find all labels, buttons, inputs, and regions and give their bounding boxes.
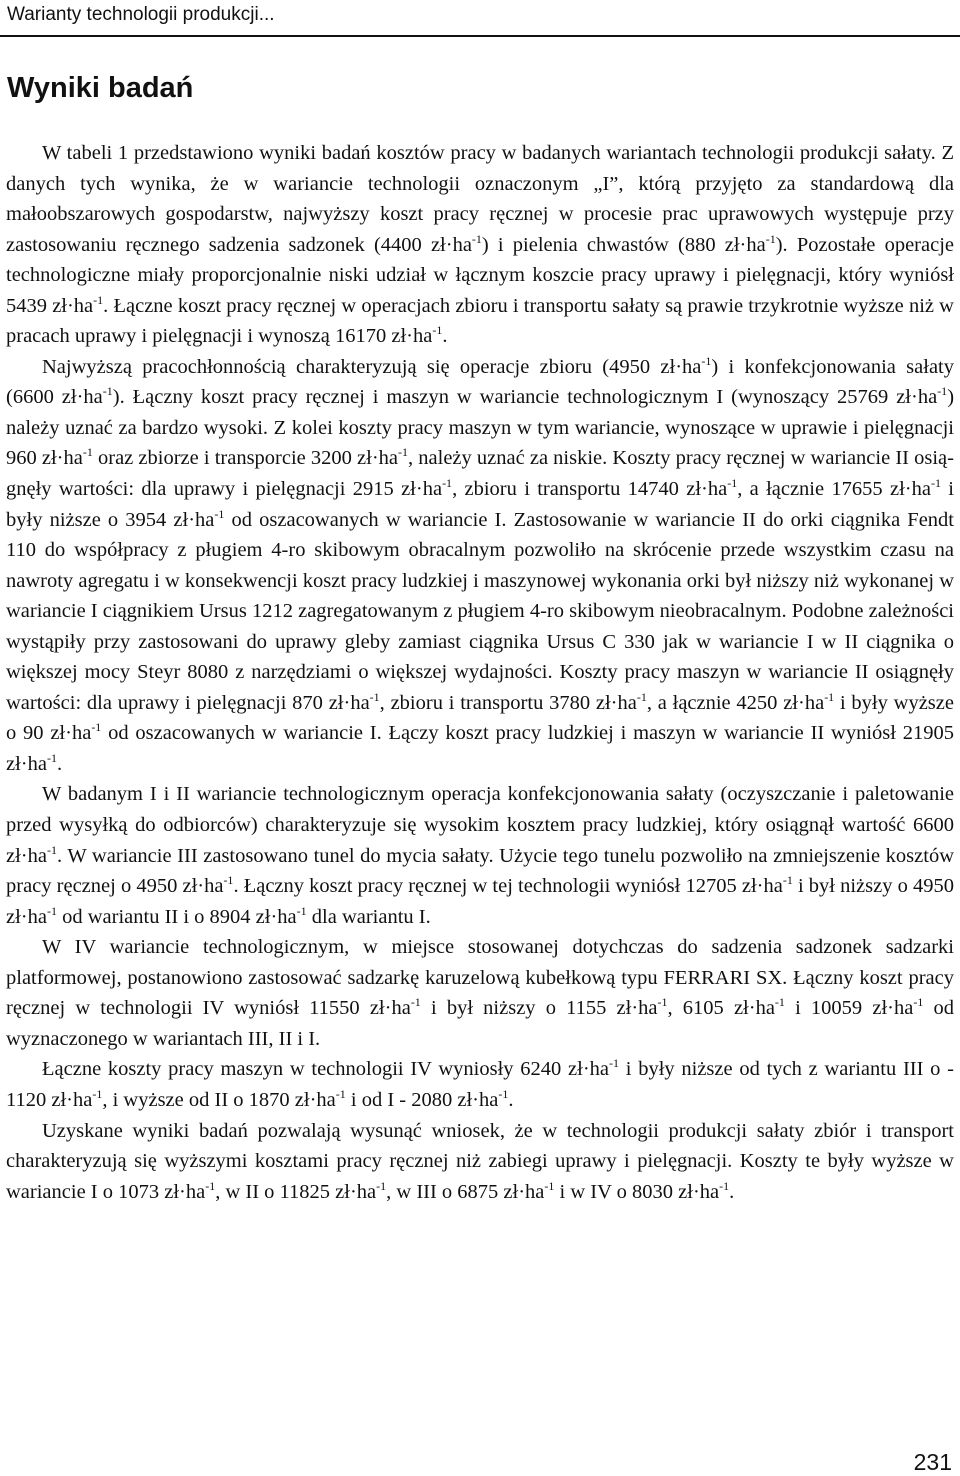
unit-exponent: -1 <box>765 231 776 246</box>
page-number: 231 <box>913 1449 952 1475</box>
unit-exponent: -1 <box>410 995 421 1010</box>
paragraph-2: Najwyższą pracochłonnością charakteryzują się operacje zbioru (4950 $zł\cdot ha^{-1}$) i konfekcjonowania sałaty (6600 $zł\cdot ha^{-1}$). Łączny koszt pracy ręcznej i maszyn w wariancie technologicznym I (wynoszący 25769 $zł\cdot ha^{-1}$) należy uznać za bardzo wysoki. Z kolei koszty pracy maszyn w tym wariancie, wynoszące w uprawie i pielęgnacji 960 $zł\cdot ha^{-1}$ oraz zbiorze i transporcie 3200 $zł\cdot ha^{-1}$, należy uznać za niskie. Koszty pracy ręcznej w wariancie II osiągnęły wartości: dla uprawy i pielęgnacji 2915 $zł\cdot ha^{-1}$, zbioru i transportu 14740 $zł\cdot ha^{-1}$, a łącznie 17655 $zł\cdot ha^{-1}$ i były niższe o 3954 $zł\cdot ha^{-1}$ od oszacowanych w wariancie I. Zastosowanie w wariancie II do orki ciągnika Fendt 110 do współpracy z pługiem 4-ro skibowym obracalnym pozwoliło na skrócenie przede wszystkim czasu na nawroty agregatu i w konsekwencji koszt pracy ludzkiej i maszynowej wykonania orki był niższy niż wykonanej w wariancie I ciągnikiem Ursus 1212 zagregatowanym z pługiem 4-ro skibowym nieobracalnym. Podobne zależności wystąpiły przy zastosowani do uprawy gleby zamiast ciągnika Ursus C 330 jak w wariancie I w II ciągnika o większej mocy Steyr 8080 z narzędziami o większej wydajności. Koszty pracy maszyn w wariancie II osiągnęły wartości: dla uprawy i pielęgnacji 870 $zł\cdot ha^{-1}$, zbioru i transportu 3780 $zł\cdot ha^{-1}$, a łącznie 4250 $zł\cdot ha^{-1}$ i były wyższe o 90 $zł\cdot ha^{-1}$ od oszacowanych w wariancie I. Łączy koszt pracy ludzkiej i maszyn w wariancie II wyniósł 21905 $zł\cdot ha^{-1}$. <box>6 353 955 775</box>
unit-exponent: -1 <box>636 689 647 704</box>
unit-exponent: -1 <box>774 995 785 1010</box>
unit-exponent: -1 <box>719 1178 730 1193</box>
paragraph-5: Łączne koszty pracy maszyn w technologii IV wyniosły 6240 $zł\cdot ha^{-1}$ i były niższe od tych z wariantu III o - 1120 $zł\cdot ha^{-1}$, i wyższe od II o 1870 $zł\cdot ha^{-1}$ i od I - 2080 $zł\cdot ha^{-1}$. <box>6 1056 954 1111</box>
unit-exponent: -1 <box>46 903 57 918</box>
unit-exponent: -1 <box>498 1086 509 1101</box>
unit-exponent: -1 <box>913 995 924 1010</box>
unit-exponent: -1 <box>432 323 443 338</box>
unit-exponent: -1 <box>609 1056 619 1071</box>
unit-exponent: -1 <box>369 689 380 704</box>
unit-exponent: -1 <box>824 689 835 704</box>
unit-exponent: -1 <box>335 1086 346 1101</box>
unit-exponent: -1 <box>376 1178 387 1193</box>
paragraph-1: W tabeli 1 przedstawiono wyniki badań kosztów pracy w badanych wariantach technologii produkcji sałaty. Z danych tych wynika, że w wariancie technologii oznaczonym „I”, którą przyjęto za standardową dla małoobszarowych gospodarstw, najwyższy koszt pracy ręcznej w procesie prac uprawowych występuje przy zastosowaniu ręcznego sadzenia sadzonek (4400 $zł\cdot ha^{-1}$) i pielenia chwastów (880 $zł\cdot ha^{-1}$). Pozostałe operacje technologiczne miały proporcjonalnie niski udział w łącznym koszcie pracy uprawy i pielęgnacji, który wyniósł 5439 $zł\cdot ha^{-1}$. Łączne koszt pracy ręcznej w operacjach zbioru i transportu sałaty są prawie trzykrotnie wyższe niż w pracach uprawy i pielęgnacji i wynoszą 16170 $zł\cdot ha^{-1}$. <box>6 142 954 348</box>
unit-exponent: -1 <box>214 506 225 521</box>
unit-exponent: -1 <box>544 1178 555 1193</box>
unit-exponent: -1 <box>930 476 941 491</box>
unit-exponent: -1 <box>471 231 482 246</box>
unit-exponent: -1 <box>398 445 409 460</box>
unit-exponent: -1 <box>701 353 712 368</box>
unit-exponent: -1 <box>937 384 948 399</box>
unit-exponent: -1 <box>93 292 104 307</box>
unit-exponent: -1 <box>102 384 113 399</box>
paragraph-3: W badanym I i II wariancie technologicznym operacja konfekcjonowania sałaty (oczyszczanie i paletowanie przed wysyłką do odbiorców) charakteryzuje się wysokim kosztem pracy ludzkiej, który osiągnął wartość 6600 $zł\cdot ha^{-1}$. W wariancie III zastosowano tunel do mycia sałaty. Użycie tego tunelu pozwoliło na zmniejszenie kosztów pracy ręcznej o 4950 $zł\cdot ha^{-1}$. Łączny koszt pracy ręcznej w tej technologii wyniósł 12705 $zł\cdot ha^{-1}$ i był niższy o 4950 $zł\cdot ha^{-1}$ od wariantu II i o 8904 $zł\cdot ha^{-1}$ dla wariantu I. <box>6 783 954 928</box>
paragraph-6: Uzyskane wyniki badań pozwalają wysunąć wniosek, że w technologii produkcji sałaty zbiór i transport charakteryzują się wyższymi kosztami pracy ręcznej niż zabiegi uprawy i pielęgnacji. Koszty te były wyższe w wariancie I o 1073 $zł\cdot ha^{-1}$, w II o 11825 $zł\cdot ha^{-1}$, w III o 6875 $zł\cdot ha^{-1}$ i w IV o 8030 $zł\cdot ha^{-1}$. <box>6 1119 954 1203</box>
unit-exponent: -1 <box>223 873 234 888</box>
unit-exponent: -1 <box>91 720 102 735</box>
unit-exponent: -1 <box>92 1086 103 1101</box>
running-header: Warianty technologii produkcji... <box>7 4 275 25</box>
unit-exponent: -1 <box>46 842 57 857</box>
unit-exponent: -1 <box>205 1178 216 1193</box>
header-rule <box>0 35 960 37</box>
unit-exponent: -1 <box>657 995 668 1010</box>
section-title: Wyniki badań <box>7 72 194 104</box>
unit-exponent: -1 <box>442 476 453 491</box>
unit-exponent: -1 <box>296 903 307 918</box>
unit-exponent: -1 <box>782 873 793 888</box>
unit-exponent: -1 <box>727 476 738 491</box>
paragraph-4: W IV wariancie technologicznym, w miejsce stosowanej dotychczas do sadzenia sadzonek sadzarki platformowej, postanowiono zastosować sadzarkę karuzelową kubełkową typu FERRARI SX. Łączny koszt pracy ręcznej w technologii IV wyniósł 11550 $zł\cdot ha^{-1}$ i był niższy o 1155 $zł\cdot ha^{-1}$, 6105 $zł\cdot ha^{-1}$ i 10059 $zł\cdot ha^{-1}$ od wyznaczonego w wariantach III, II i I. <box>6 936 954 1050</box>
unit-exponent: -1 <box>46 750 57 765</box>
body-text <box>6 138 954 1207</box>
unit-exponent: -1 <box>82 445 93 460</box>
